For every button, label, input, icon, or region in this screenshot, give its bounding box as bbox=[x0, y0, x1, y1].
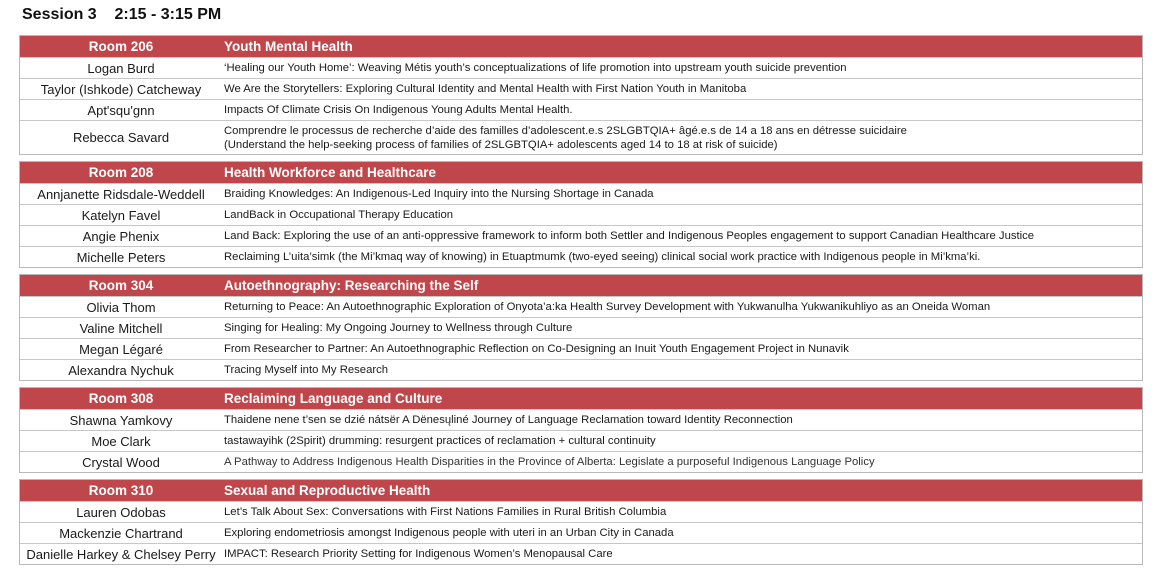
presentation-title: IMPACT: Research Priority Setting for Indigenous Women’s Menopausal Care bbox=[224, 548, 613, 560]
presenter-name: Megan Légaré bbox=[79, 341, 163, 357]
table-row bbox=[20, 57, 1142, 78]
presenter-name: Katelyn Favel bbox=[81, 207, 161, 223]
presentation-title: ‘Healing our Youth Home’: Weaving Métis youth’s conceptualizations of life promotion into upstream youth suicide prevention bbox=[224, 62, 847, 74]
table-row bbox=[20, 246, 1142, 267]
presenter-name: Taylor (Ishkode) Catcheway bbox=[40, 81, 202, 97]
presenter-name: Logan Burd bbox=[87, 60, 155, 76]
presenter-name: Moe Clark bbox=[91, 433, 151, 449]
table-row bbox=[20, 204, 1142, 225]
presentation-title: Braiding Knowledges: An Indigenous-Led Inquiry into the Nursing Shortage in Canada bbox=[224, 188, 654, 200]
room-theme: Youth Mental Health bbox=[224, 38, 353, 54]
table-row bbox=[20, 451, 1142, 472]
room-header bbox=[20, 162, 1142, 183]
room-block-208 bbox=[19, 161, 1143, 268]
room-number: Room 310 bbox=[88, 483, 154, 498]
presentation-title: tastawayihk (2Spirit) drumming: resurgent practices of reclamation + cultural continuity bbox=[224, 435, 656, 447]
room-number: Room 304 bbox=[88, 278, 154, 293]
table-row bbox=[20, 296, 1142, 317]
room-theme: Sexual and Reproductive Health bbox=[224, 482, 431, 498]
presenter-name: Danielle Harkey & Chelsey Perry bbox=[26, 546, 216, 562]
presenter-name: Lauren Odobas bbox=[76, 504, 166, 520]
presenter-name: Mackenzie Chartrand bbox=[59, 525, 183, 541]
presentation-title: Tracing Myself into My Research bbox=[224, 364, 389, 376]
room-block-304 bbox=[19, 274, 1143, 381]
session-title bbox=[22, 6, 221, 24]
presenter-name: Crystal Wood bbox=[82, 454, 160, 470]
session-time: 2:15 - 3:15 PM bbox=[114, 6, 222, 23]
presentation-title-english: (Understand the help-seeking process of families of 2SLGBTQIA+ adolescents aged 14 to 18 at risk of suicide) bbox=[224, 138, 778, 151]
presentation-title: We Are the Storytellers: Exploring Cultural Identity and Mental Health with First Nation Youth in Manitoba bbox=[224, 83, 747, 95]
presenter-name: Rebecca Savard bbox=[72, 130, 170, 145]
table-row bbox=[20, 78, 1142, 99]
presenter-name: Alexandra Nychuk bbox=[68, 362, 174, 378]
session-label: Session 3 bbox=[22, 6, 97, 23]
presenter-name: Michelle Peters bbox=[76, 249, 166, 265]
presentation-title: Land Back: Exploring the use of an anti-oppressive framework to inform both Settler and Indigenous Peoples engagement to support Canadian Healthcare Justice bbox=[224, 230, 1035, 242]
presentation-title-french: Comprendre le processus de recherche d’aide des familles d’adolescent.e.s 2SLGBTQIA+ âgé.e.s de 14 a 18 ans en détresse suicidaire bbox=[224, 124, 907, 137]
room-header bbox=[20, 275, 1142, 296]
room-number: Room 206 bbox=[88, 39, 154, 54]
presentation-title: Let’s Talk About Sex: Conversations with First Nations Families in Rural British Columbia bbox=[224, 506, 667, 518]
schedule-table bbox=[19, 35, 1143, 571]
room-number: Room 308 bbox=[88, 391, 154, 406]
room-header bbox=[20, 480, 1142, 501]
presentation-title: Exploring endometriosis amongst Indigenous people with uteri in an Urban City in Canada bbox=[224, 527, 674, 539]
table-row bbox=[20, 359, 1142, 380]
room-header bbox=[20, 36, 1142, 57]
presentation-title: Impacts Of Climate Crisis On Indigenous Young Adults Mental Health. bbox=[224, 104, 573, 116]
presenter-name: Angie Phenix bbox=[82, 228, 160, 244]
presenter-name: Olivia Thom bbox=[86, 299, 156, 315]
table-row bbox=[20, 317, 1142, 338]
room-theme: Autoethnography: Researching the Self bbox=[224, 277, 479, 293]
room-theme: Reclaiming Language and Culture bbox=[224, 390, 443, 406]
table-row bbox=[20, 430, 1142, 451]
table-row bbox=[20, 183, 1142, 204]
presenter-name: Annjanette Ridsdale-Weddell bbox=[37, 186, 205, 202]
table-row bbox=[20, 99, 1142, 120]
presentation-title: LandBack in Occupational Therapy Education bbox=[224, 209, 454, 221]
table-row bbox=[20, 522, 1142, 543]
room-number: Room 208 bbox=[88, 165, 154, 180]
presentation-title: Returning to Peace: An Autoethnographic Exploration of Onyota’a:ka Health Survey Development with Yukwanulha Yukwanikuhliyo as an Oneida Woman bbox=[224, 301, 991, 313]
presenter-name: Apt'squ'gnn bbox=[87, 102, 155, 118]
table-row bbox=[20, 543, 1142, 564]
room-block-308 bbox=[19, 387, 1143, 473]
presenter-name: Valine Mitchell bbox=[79, 320, 163, 336]
presentation-title: Singing for Healing: My Ongoing Journey to Wellness through Culture bbox=[224, 322, 573, 334]
room-block-206 bbox=[19, 35, 1143, 155]
table-row bbox=[20, 120, 1142, 154]
room-block-310 bbox=[19, 479, 1143, 565]
room-theme: Health Workforce and Healthcare bbox=[224, 164, 437, 180]
presenter-name: Shawna Yamkovy bbox=[69, 412, 173, 428]
presentation-title: Reclaiming L’uita’simk (the Mi’kmaq way of knowing) in Etuaptmumk (two-eyed seeing) clinical social work practice with Indigenous people in Mi’kma’ki. bbox=[224, 251, 981, 263]
presentation-title bbox=[222, 124, 1142, 152]
table-row bbox=[20, 501, 1142, 522]
presentation-title: From Researcher to Partner: An Autoethnographic Reflection on Co-Designing an Inuit Youth Engagement Project in Nunavik bbox=[224, 343, 849, 355]
table-row bbox=[20, 225, 1142, 246]
table-row bbox=[20, 409, 1142, 430]
presentation-title: A Pathway to Address Indigenous Health Disparities in the Province of Alberta: Legislate a purposeful Indigenous Language Policy bbox=[224, 456, 875, 468]
presentation-title: Thaidene nene t’sen se dzié nátsër A Dënesųliné Journey of Language Reclamation toward Identity Reconnection bbox=[224, 414, 793, 426]
table-row bbox=[20, 338, 1142, 359]
room-header bbox=[20, 388, 1142, 409]
